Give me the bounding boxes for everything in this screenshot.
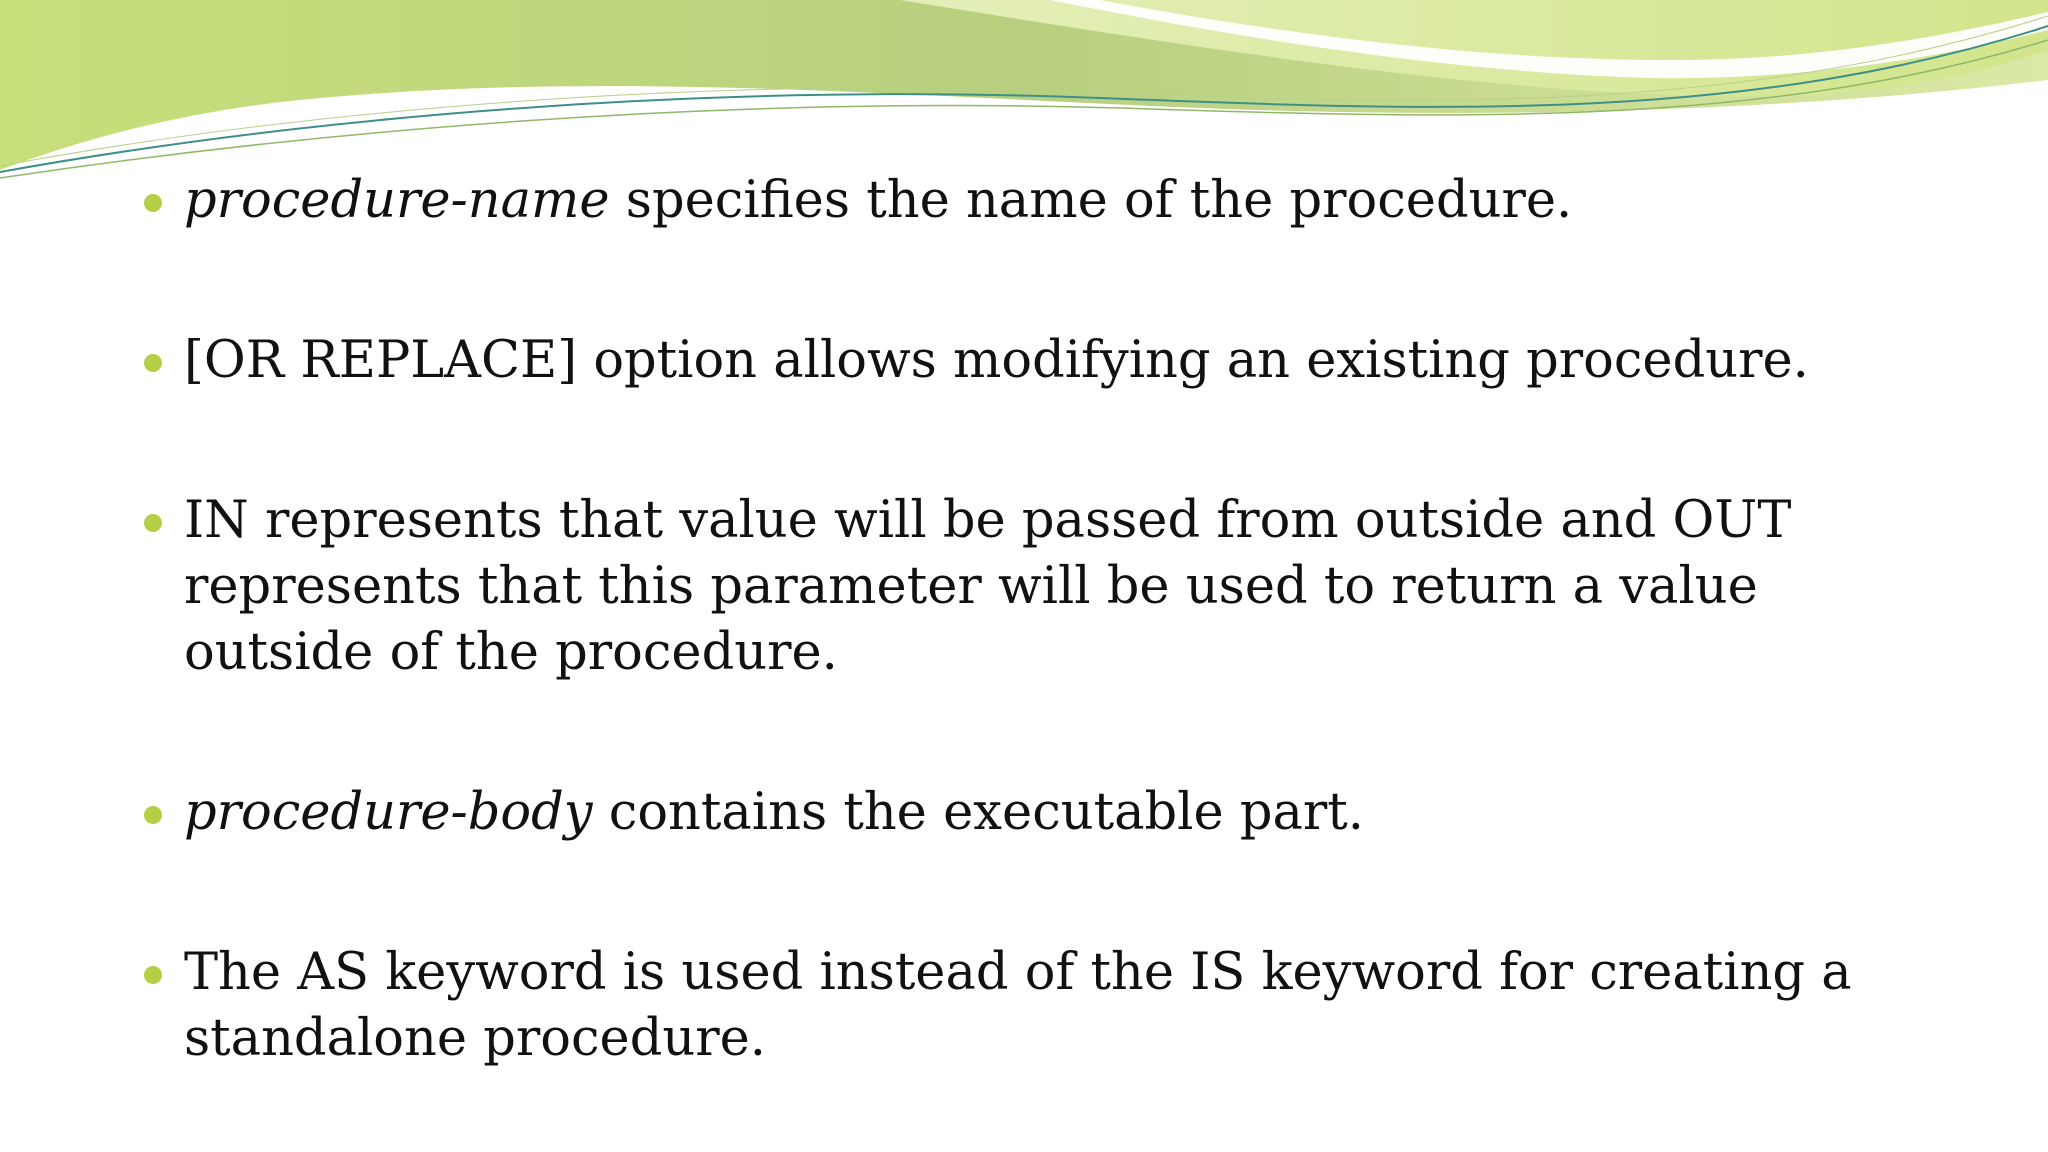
bullet-text: IN represents that value will be passed from outside and OUT represents that this parameter will be used to return a value outside of the procedure.	[184, 491, 1792, 682]
bullet-as-keyword	[140, 940, 1940, 1072]
bullet-text: specifies the name of the procedure.	[609, 171, 1573, 230]
bullet-text: [OR REPLACE] option allows modifying an existing procedure.	[184, 331, 1809, 390]
bullet-dot	[144, 966, 162, 984]
bullet-emphasis: procedure-body	[184, 783, 593, 842]
bullet-text: The AS keyword is used instead of the IS keyword for creating a standalone procedure.	[184, 943, 1852, 1068]
bullet-dot	[144, 806, 162, 824]
bullet-emphasis: procedure-name	[184, 171, 610, 230]
bullet-procedure-body	[140, 780, 1940, 846]
bullet-dot	[144, 194, 162, 212]
bullet-dot	[144, 514, 162, 532]
bullet-list	[140, 168, 1940, 1072]
bullet-dot	[144, 354, 162, 372]
bullet-text: contains the executable part.	[592, 783, 1365, 842]
bullet-procedure-name	[140, 168, 1940, 234]
bullet-or-replace	[140, 328, 1940, 394]
bullet-in-out	[140, 488, 1940, 686]
